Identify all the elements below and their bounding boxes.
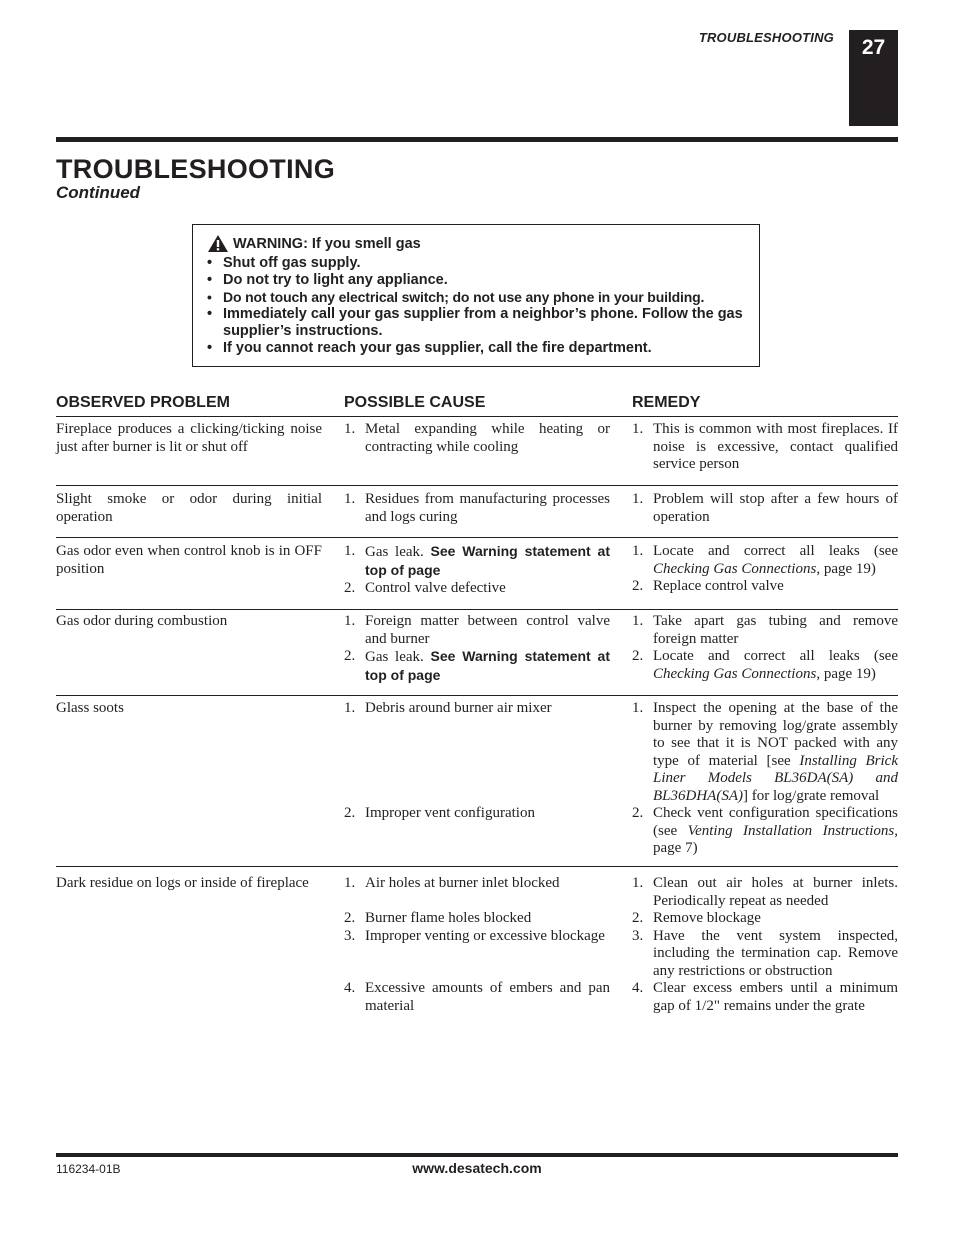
problem-cell: Glass soots: [56, 700, 124, 716]
remedy-item: 1. Problem will stop after a few hours of operation: [632, 491, 898, 525]
remedy-item: 1. Inspect the opening at the base of the burner by removing log/grate assembly to see that it is NOT packed with any type of material [see Installing Brick Liner Models BL36DA(SA) and BL36DHA(SA)] for log/grate removal: [632, 700, 898, 804]
cause-item: 2. Control valve defective: [344, 580, 506, 596]
page-title: TROUBLESHOOTING: [56, 154, 335, 184]
cause-cell: [344, 543, 610, 598]
table-header-rule: [56, 416, 898, 417]
cause-cell: [344, 491, 610, 526]
cause-item: 1. Debris around burner air mixer: [344, 700, 552, 716]
cause-item: 1. Air holes at burner inlet blocked: [344, 875, 560, 891]
footer-rule: [56, 1153, 898, 1157]
problem-cell: Gas odor even when control knob is in OFF position: [56, 543, 322, 577]
cause-item: 4. Excessive amounts of embers and pan material: [344, 980, 610, 1014]
row-divider: [56, 609, 898, 610]
warning-item: • Immediately call your gas supplier from a neighbor’s phone. Follow the gas supplier’s instructions.: [205, 306, 747, 340]
cause-cell: [344, 700, 610, 823]
remedy-item: 1. Locate and correct all leaks (see Checking Gas Connections, page 19): [632, 543, 898, 577]
row-divider: [56, 537, 898, 538]
warning-heading-text: WARNING: If you smell gas: [233, 236, 421, 252]
column-header-remedy: REMEDY: [632, 394, 701, 411]
warning-item: • Do not touch any electrical switch; do not use any phone in your building.: [205, 289, 747, 306]
cause-cell: [344, 613, 610, 685]
remedy-item: 2. Locate and correct all leaks (see Checking Gas Connections, page 19): [632, 648, 898, 682]
cause-item: 1. Residues from manufacturing processes and logs curing: [344, 491, 610, 525]
remedy-item: 1. Take apart gas tubing and remove foreign matter: [632, 613, 898, 647]
column-header-cause: POSSIBLE CAUSE: [344, 394, 486, 411]
remedy-cell: [632, 875, 898, 1015]
remedy-item: 2. Check vent configuration specifications (see Venting Installation Instructions, page 7): [632, 805, 898, 856]
remedy-cell: [632, 543, 898, 596]
cause-item: 2. Burner flame holes blocked: [344, 910, 532, 926]
cause-cell: [344, 421, 610, 456]
row-divider: [56, 485, 898, 486]
cause-item: 1. Gas leak. See Warning statement at top of page: [344, 543, 610, 578]
cause-item: 2. Improper vent configuration: [344, 805, 535, 821]
remedy-cell: [632, 700, 898, 858]
remedy-item: 1. Clean out air holes at burner inlets. Periodically repeat as needed: [632, 875, 898, 909]
document-number: 116234-01B: [56, 1162, 121, 1176]
problem-cell: Fireplace produces a clicking/ticking noise just after burner is lit or shut off: [56, 421, 322, 455]
cause-item: 2. Gas leak. See Warning statement at top of page: [344, 648, 610, 683]
cause-item: 1. Foreign matter between control valve and burner: [344, 613, 610, 647]
page-number: 27: [861, 36, 886, 59]
warning-triangle-icon: [207, 234, 229, 253]
remedy-cell: [632, 421, 898, 474]
cause-item: 3. Improper venting or excessive blockage: [344, 927, 605, 944]
page-number-tab: [849, 30, 898, 126]
problem-cell: Slight smoke or odor during initial operation: [56, 491, 322, 525]
problem-cell: Gas odor during combustion: [56, 613, 228, 629]
column-header-problem: OBSERVED PROBLEM: [56, 394, 230, 411]
remedy-item: 2. Replace control valve: [632, 578, 784, 594]
warning-item: • Shut off gas supply.: [205, 255, 747, 272]
warning-item: • If you cannot reach your gas supplier, call the fire department.: [205, 340, 747, 357]
remedy-item: 3. Have the vent system inspected, including the termination cap. Remove any restrictions or obstruction: [632, 927, 898, 979]
row-divider: [56, 695, 898, 696]
remedy-item: 4. Clear excess embers until a minimum gap of 1/2" remains under the grate: [632, 980, 898, 1014]
row-divider: [56, 866, 898, 867]
header-rule: [56, 137, 898, 142]
running-header-label: TROUBLESHOOTING: [698, 30, 834, 45]
cause-item: 1. Metal expanding while heating or contracting while cooling: [344, 421, 610, 455]
remedy-item: 2. Remove blockage: [632, 910, 761, 926]
warning-heading: [207, 234, 747, 253]
warning-list: [205, 255, 747, 357]
cause-cell: [344, 875, 610, 1015]
remedy-cell: [632, 491, 898, 526]
website-link[interactable]: www.desatech.com: [412, 1160, 542, 1176]
remedy-item: 1. This is common with most fireplaces. If noise is excessive, contact qualified service person: [632, 421, 898, 472]
page-subtitle: Continued: [56, 183, 141, 202]
problem-cell: Dark residue on logs or inside of fireplace: [56, 875, 309, 891]
remedy-cell: [632, 613, 898, 683]
warning-box: [192, 224, 760, 367]
warning-item: • Do not try to light any appliance.: [205, 272, 747, 289]
